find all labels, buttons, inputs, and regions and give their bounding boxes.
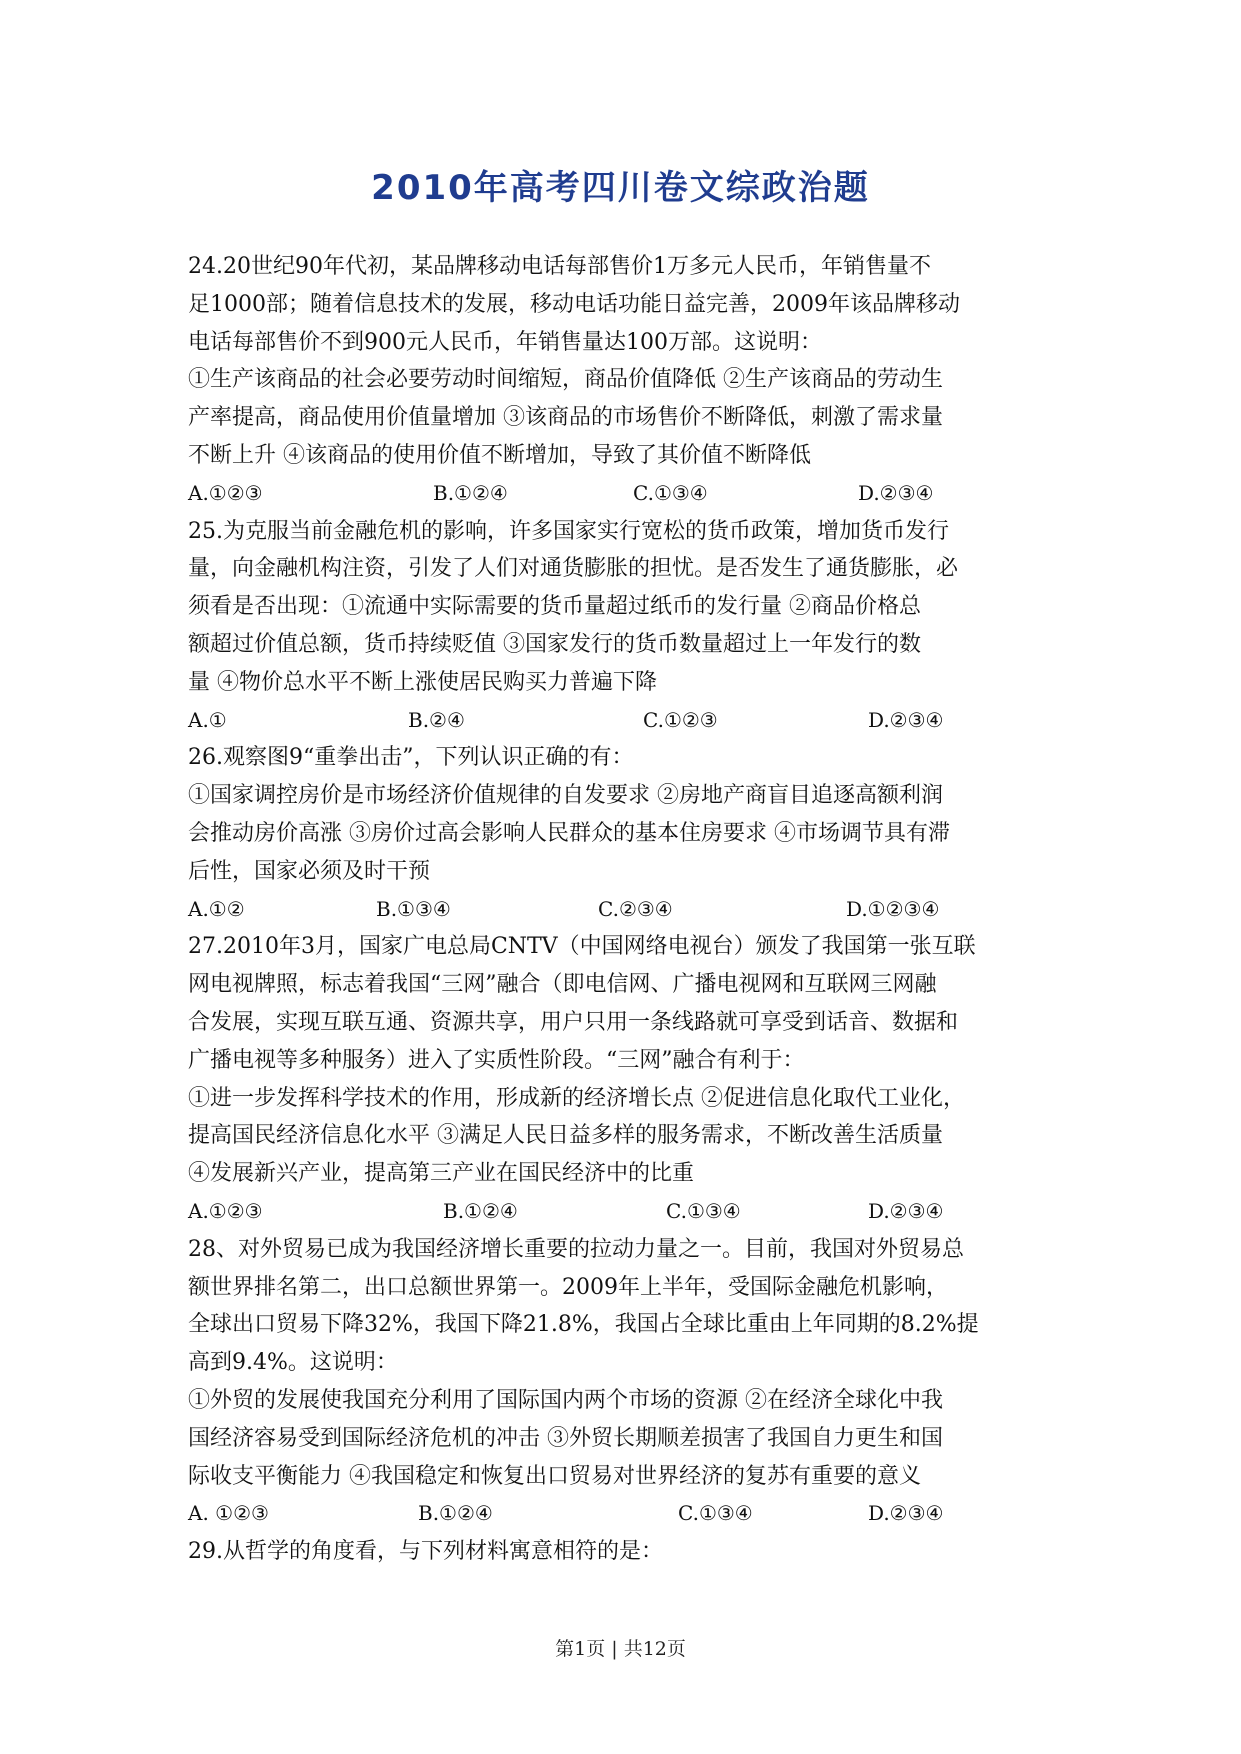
question-block xyxy=(188,928,1068,1230)
question-stem: 26.观察图9“重拳出击”，下列认识正确的有： xyxy=(188,745,634,771)
question-text-line: 合发展，实现互联互通、资源共享，用户只用一条线路就可享受到话音、数据和 xyxy=(188,1009,959,1035)
question-text-line: ①进一步发挥科学技术的作用，形成新的经济增长点 ②促进信息化取代工业化， xyxy=(188,1085,965,1111)
question-text-line: ①生产该商品的社会必要劳动时间缩短，商品价值降低 ②生产该商品的劳动生 xyxy=(188,367,943,393)
question-stem: 24.20世纪90年代初，某品牌移动电话每部售价1万多元人民币，年销售量不 xyxy=(188,254,931,279)
answer-options xyxy=(188,891,1068,929)
answer-option-a: A.①② xyxy=(188,896,245,921)
question-text-line: 须看是否出现：①流通中实际需要的货币量超过纸币的发行量 ②商品价格总 xyxy=(188,594,921,620)
question-text-line: 会推动房价高涨 ③房价过高会影响人民群众的基本住房要求 ④市场调节具有滞 xyxy=(188,820,950,846)
question-text-line: 不断上升 ④该商品的使用价值不断增加，导致了其价值不断降低 xyxy=(188,442,811,468)
answer-option-c: C.①③④ xyxy=(633,480,708,505)
question-stem: 29.从哲学的角度看，与下列材料寓意相符的是： xyxy=(188,1539,663,1565)
answer-option-c: C.①②③ xyxy=(643,707,718,732)
question-text-line: 际收支平衡能力 ④我国稳定和恢复出口贸易对世界经济的复苏有重要的意义 xyxy=(188,1463,921,1489)
question-text-line: 全球出口贸易下降32%，我国下降21.8%，我国占全球比重由上年同期的8.2%提 xyxy=(188,1312,979,1338)
answer-option-d: D.②③④ xyxy=(858,480,934,505)
question-text-line: 国经济容易受到国际经济危机的冲击 ③外贸长期顺差损害了我国自力更生和国 xyxy=(188,1425,943,1451)
answer-options xyxy=(188,702,1068,740)
answer-option-b: B.②④ xyxy=(408,707,465,732)
question-text-line: 后性，国家必须及时干预 xyxy=(188,858,431,884)
question-text-line: 提高国民经济信息化水平 ③满足人民日益多样的服务需求，不断改善生活质量 xyxy=(188,1123,943,1149)
answer-option-c: C.①③④ xyxy=(678,1501,753,1526)
answer-options xyxy=(188,1193,1068,1231)
question-stem: 27.2010年3月，国家广电总局CNTV（中国网络电视台）颁发了我国第一张互联 xyxy=(188,934,976,960)
question-text-line: 产率提高，商品使用价值量增加 ③该商品的市场售价不断降低，刺激了需求量 xyxy=(188,405,943,431)
answer-option-c: C.①③④ xyxy=(666,1198,741,1223)
answer-option-b: B.①②④ xyxy=(433,480,508,505)
answer-option-b: B.①②④ xyxy=(418,1501,493,1526)
answer-options xyxy=(188,475,1068,513)
question-text-line: ①外贸的发展使我国充分利用了国际国内两个市场的资源 ②在经济全球化中我 xyxy=(188,1387,943,1413)
question-text-line: 广播电视等多种服务）进入了实质性阶段。“三网”融合有利于： xyxy=(188,1047,805,1073)
answer-option-c: C.②③④ xyxy=(598,896,673,921)
question-block xyxy=(188,1231,1068,1533)
answer-options xyxy=(188,1495,1068,1533)
answer-option-a: A.①②③ xyxy=(188,1198,263,1223)
question-text-line: 网电视牌照，标志着我国“三网”融合（即电信网、广播电视网和互联网三网融 xyxy=(188,972,937,998)
page-footer: 第1页 | 共12页 xyxy=(555,1638,686,1660)
answer-option-a: A.① xyxy=(188,707,227,732)
question-text-line: ①国家调控房价是市场经济价值规律的自发要求 ②房地产商盲目追逐高额利润 xyxy=(188,783,943,809)
answer-option-a: A. ①②③ xyxy=(188,1501,269,1526)
answer-option-a: A.①②③ xyxy=(188,480,263,505)
question-text-line: 量，向金融机构注资，引发了人们对通货膨胀的担忧。是否发生了通货膨胀，必 xyxy=(188,556,959,582)
question-stem: 28、对外贸易已成为我国经济增长重要的拉动力量之一。目前，我国对外贸易总 xyxy=(188,1236,964,1262)
question-text-line: 足1000部；随着信息技术的发展，移动电话功能日益完善，2009年该品牌移动 xyxy=(188,291,960,317)
question-text-line: 电话每部售价不到900元人民币，年销售量达100万部。这说明： xyxy=(188,329,822,355)
question-text-line: ④发展新兴产业，提高第三产业在国民经济中的比重 xyxy=(188,1161,695,1187)
answer-option-d: D.②③④ xyxy=(868,1501,944,1526)
answer-option-d: D.②③④ xyxy=(868,707,944,732)
answer-option-d: D.①②③④ xyxy=(846,896,940,921)
document-body xyxy=(188,248,1068,1571)
question-block xyxy=(188,1533,1068,1571)
answer-option-d: D.②③④ xyxy=(868,1198,944,1223)
question-text-line: 额世界排名第二，出口总额世界第一。2009年上半年，受国际金融危机影响， xyxy=(188,1274,948,1300)
question-text-line: 量 ④物价总水平不断上涨使居民购买力普遍下降 xyxy=(188,669,657,695)
question-block xyxy=(188,248,1068,513)
question-text-line: 高到9.4%。这说明： xyxy=(188,1350,398,1376)
question-block xyxy=(188,513,1068,740)
question-text-line: 额超过价值总额，货币持续贬值 ③国家发行的货币数量超过上一年发行的数 xyxy=(188,631,921,657)
question-block xyxy=(188,739,1068,928)
question-stem: 25.为克服当前金融危机的影响，许多国家实行宽松的货币政策，增加货币发行 xyxy=(188,518,949,544)
answer-option-b: B.①③④ xyxy=(376,896,451,921)
answer-option-b: B.①②④ xyxy=(443,1198,518,1223)
page-title: 2010年高考四川卷文综政治题 xyxy=(371,168,870,208)
